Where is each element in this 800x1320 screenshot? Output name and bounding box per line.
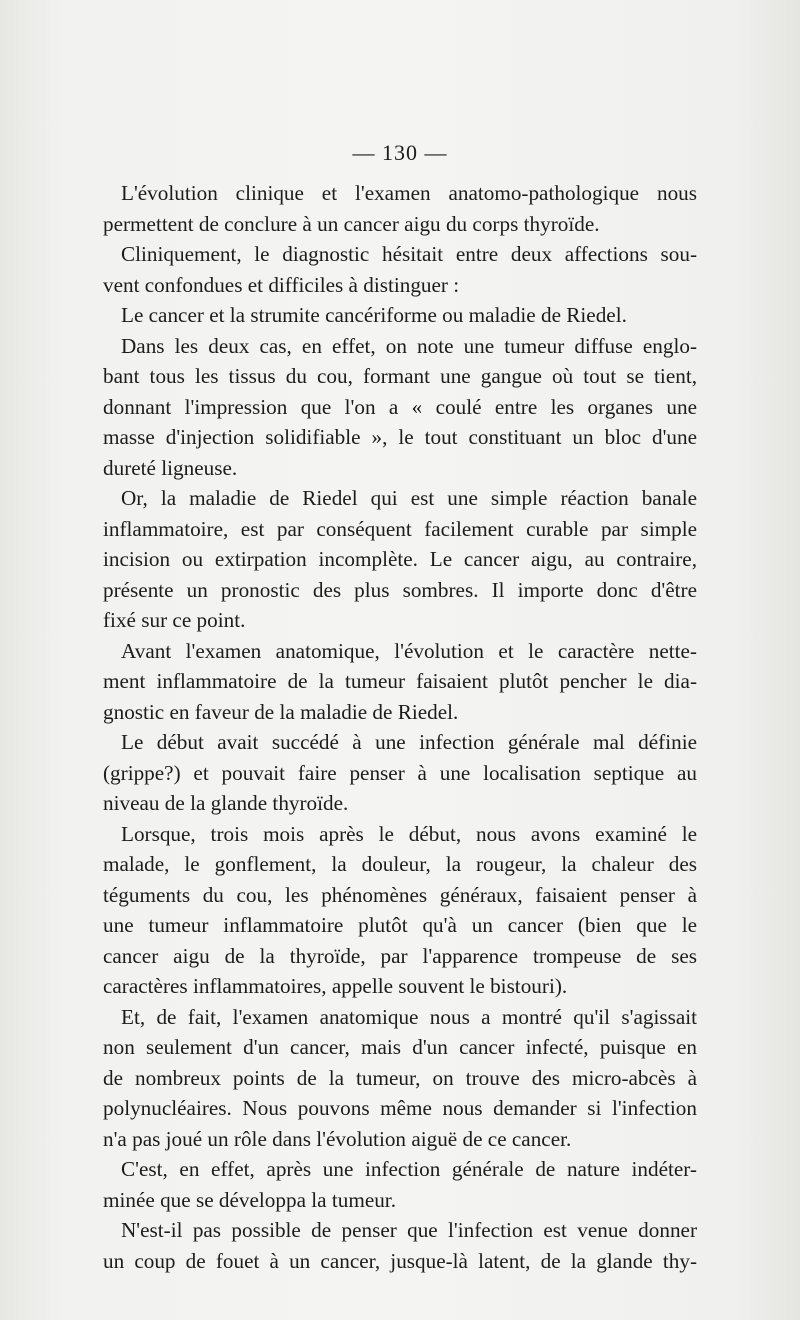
text-line: cancer aigu de la thyroïde, par l'apparence trompeuse de ses [103,943,697,968]
text-line: non seulement d'un cancer, mais d'un cancer infecté, puisque en [103,1035,697,1059]
text-line: vent confondues et difficiles à distinguer : [103,272,460,297]
text-line: inflammatoire, est par conséquent facilement curable par simple [103,516,697,541]
text-line: Cliniquement, le diagnostic hésitait entre deux affections sou- [121,242,697,266]
paragraph [103,636,697,728]
text-line: N'est-il pas possible de penser que l'infection est venue donner [121,1218,697,1242]
text-line: minée que se développa la tumeur. [103,1187,396,1212]
paragraph [103,300,697,331]
paragraph [103,819,697,1002]
text-line: bant tous les tissus du cou, formant une gangue où tout se tient, [103,364,697,388]
paragraph [103,1154,697,1215]
text-line: donnant l'impression que l'on a « coulé entre les organes une [103,394,697,419]
text-line: incision ou extirpation incomplète. Le cancer aigu, au contraire, [103,547,697,571]
text-line: téguments du cou, les phénomènes généraux, faisaient penser à [103,882,697,907]
text-line: C'est, en effet, après une infection générale de nature indéter- [121,1157,697,1181]
text-line: polynucléaires. Nous pouvons même nous demander si l'infection [103,1096,697,1120]
paragraph [103,331,697,484]
text-line: malade, le gonflement, la douleur, la rougeur, la chaleur des [103,852,697,876]
text-line: n'a pas joué un rôle dans l'évolution aiguë de ce cancer. [103,1126,572,1151]
text-line: Le cancer et la strumite cancériforme ou maladie de Riedel. [121,303,627,327]
paragraph [103,727,697,819]
text-line: une tumeur inflammatoire plutôt qu'à un cancer (bien que le [103,913,697,937]
paragraph [103,1002,697,1155]
text-line: présente un pronostic des plus sombres. Il importe donc d'être [103,577,697,602]
text-line: de nombreux points de la tumeur, on trouve des micro-abcès à [103,1065,697,1090]
text-line: gnostic en faveur de la maladie de Riedel. [103,699,459,724]
body-text [103,178,697,1276]
text-line: Et, de fait, l'examen anatomique nous a montré qu'il s'agissait [121,1004,697,1029]
text-line: Le début avait succédé à une infection générale mal définie [121,730,697,754]
text-line: niveau de la glande thyroïde. [103,791,349,815]
text-line: L'évolution clinique et l'examen anatomo-pathologique nous [121,181,697,205]
text-line: permettent de conclure à un cancer aigu du corps thyroïde. [103,211,600,236]
paragraph [103,239,697,300]
text-line: fixé sur ce point. [103,608,246,632]
paragraph [103,178,697,239]
text-line: un coup de fouet à un cancer, jusque-là latent, de la glande thy- [103,1248,697,1273]
text-line: Avant l'examen anatomique, l'évolution et le caractère nette- [121,638,697,663]
text-line: ment inflammatoire de la tumeur faisaient plutôt pencher le dia- [103,669,697,693]
paragraph [103,1215,697,1276]
text-line: dureté ligneuse. [103,455,238,480]
text-line: masse d'injection solidifiable », le tout constituant un bloc d'une [103,425,697,449]
text-line: Or, la maladie de Riedel qui est une simple réaction banale [121,486,697,510]
text-line: (grippe?) et pouvait faire penser à une localisation septique au [103,760,697,785]
paragraph [103,483,697,636]
text-line: Lorsque, trois mois après le début, nous avons examiné le [121,821,697,846]
text-line: caractères inflammatoires, appelle souvent le bistouri). [103,974,568,998]
page-number: — 130 — [352,140,448,165]
text-line: Dans les deux cas, en effet, on note une tumeur diffuse englo- [121,333,697,358]
